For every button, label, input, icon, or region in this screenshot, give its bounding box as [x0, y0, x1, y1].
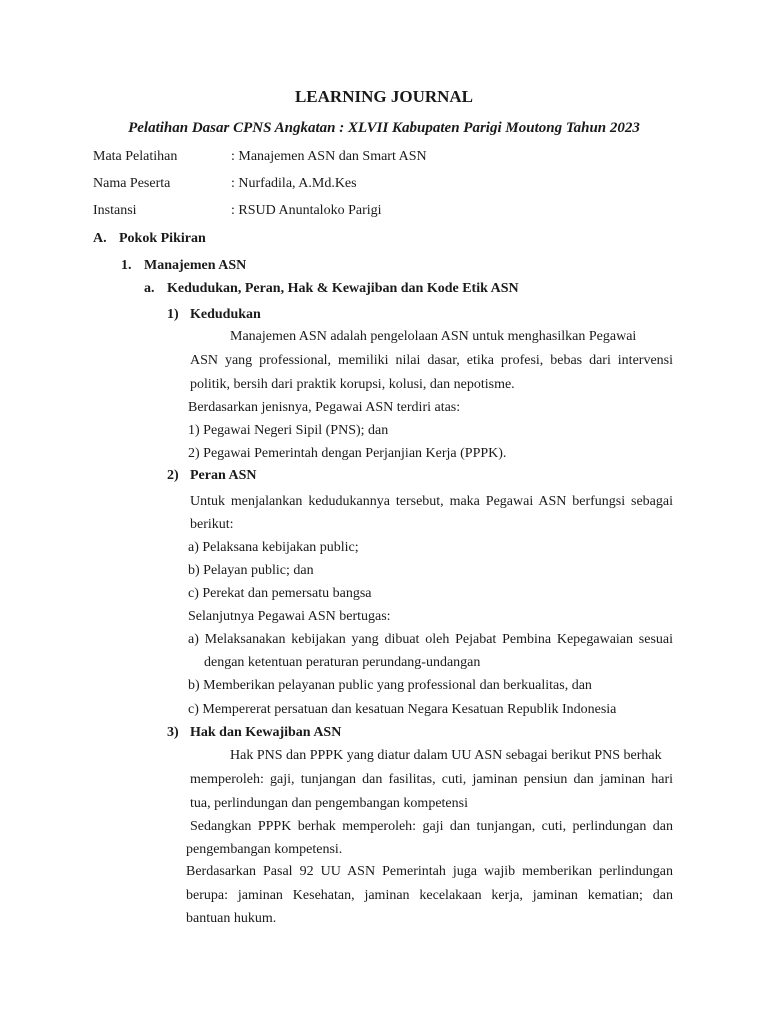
item-1-number: 1): [167, 307, 179, 322]
item-2-list-item: a) Melaksanakan kebijakan yang dibuat oleh Pejabat Pembina Kepegawaian sesuai: [188, 632, 673, 647]
item-1-paragraph-line: ASN yang professional, memiliki nilai dasar, etika profesi, bebas dari intervensi: [190, 353, 673, 368]
section-a-heading: Pokok Pikiran: [119, 231, 206, 246]
info-value-instansi: : RSUD Anuntaloko Parigi: [231, 203, 382, 218]
item-1-heading: Kedudukan: [190, 307, 261, 322]
item-1-paragraph-line: Manajemen ASN adalah pengelolaan ASN untuk menghasilkan Pegawai: [230, 329, 637, 344]
item-2-number: 2): [167, 468, 179, 483]
item-1-list-item: 1) Pegawai Negeri Sipil (PNS); dan: [188, 423, 389, 438]
section-1-number: 1.: [121, 258, 132, 273]
info-label-mata-pelatihan: Mata Pelatihan: [93, 149, 178, 164]
item-1-list-item: 2) Pegawai Pemerintah dengan Perjanjian Kerja (PPPK).: [188, 446, 507, 461]
item-3-text-line: berupa: jaminan Kesehatan, jaminan kecelakaan kerja, jaminan kematian; dan: [186, 888, 673, 903]
item-2-list-item: a) Pelaksana kebijakan public;: [188, 540, 359, 555]
item-1-text-line: Berdasarkan jenisnya, Pegawai ASN terdiri atas:: [188, 400, 461, 415]
item-2-paragraph-line: berikut:: [190, 517, 234, 532]
document-title: LEARNING JOURNAL: [294, 87, 474, 106]
item-3-text-line: Hak PNS dan PPPK yang diatur dalam UU ASN sebagai berikut PNS berhak: [230, 748, 662, 763]
info-label-nama-peserta: Nama Peserta: [93, 176, 171, 191]
item-3-text-line: Berdasarkan Pasal 92 UU ASN Pemerintah juga wajib memberikan perlindungan: [186, 864, 673, 879]
item-3-number: 3): [167, 725, 179, 740]
item-2-list-item: c) Mempererat persatuan dan kesatuan Negara Kesatuan Republik Indonesia: [188, 702, 617, 717]
info-value-nama-peserta: : Nurfadila, A.Md.Kes: [231, 176, 357, 191]
item-3-text-line: memperoleh: gaji, tunjangan dan fasilitas, cuti, jaminan pensiun dan jaminan hari: [190, 772, 673, 787]
info-label-instansi: Instansi: [93, 203, 137, 218]
item-2-heading: Peran ASN: [190, 468, 257, 483]
item-2-text-line: Selanjutnya Pegawai ASN bertugas:: [188, 609, 391, 624]
item-3-text-line: bantuan hukum.: [186, 911, 277, 926]
section-1a-number: a.: [144, 281, 155, 296]
item-2-list-item-continuation: dengan ketentuan peraturan perundang-undangan: [204, 655, 481, 670]
item-2-list-item: c) Perekat dan pemersatu bangsa: [188, 586, 372, 601]
item-3-text-line: Sedangkan PPPK berhak memperoleh: gaji dan tunjangan, cuti, perlindungan dan: [190, 819, 673, 834]
item-3-text-line: tua, perlindungan dan pengembangan kompetensi: [190, 796, 468, 811]
item-2-list-item: b) Pelayan public; dan: [188, 563, 314, 578]
item-1-paragraph-line: politik, bersih dari praktik korupsi, kolusi, dan nepotisme.: [190, 377, 515, 392]
info-value-mata-pelatihan: : Manajemen ASN dan Smart ASN: [231, 149, 427, 164]
section-1-heading: Manajemen ASN: [144, 258, 247, 273]
section-1a-heading: Kedudukan, Peran, Hak & Kewajiban dan Kode Etik ASN: [167, 281, 519, 296]
document-subtitle: Pelatihan Dasar CPNS Angkatan : XLVII Kabupaten Parigi Moutong Tahun 2023: [128, 120, 640, 136]
section-a-number: A.: [93, 231, 107, 246]
item-2-list-item: b) Memberikan pelayanan public yang professional dan berkualitas, dan: [188, 678, 592, 693]
item-3-heading: Hak dan Kewajiban ASN: [190, 725, 342, 740]
item-3-text-line: pengembangan kompetensi.: [186, 842, 343, 857]
item-2-paragraph-line: Untuk menjalankan kedudukannya tersebut, maka Pegawai ASN berfungsi sebagai: [190, 494, 673, 509]
